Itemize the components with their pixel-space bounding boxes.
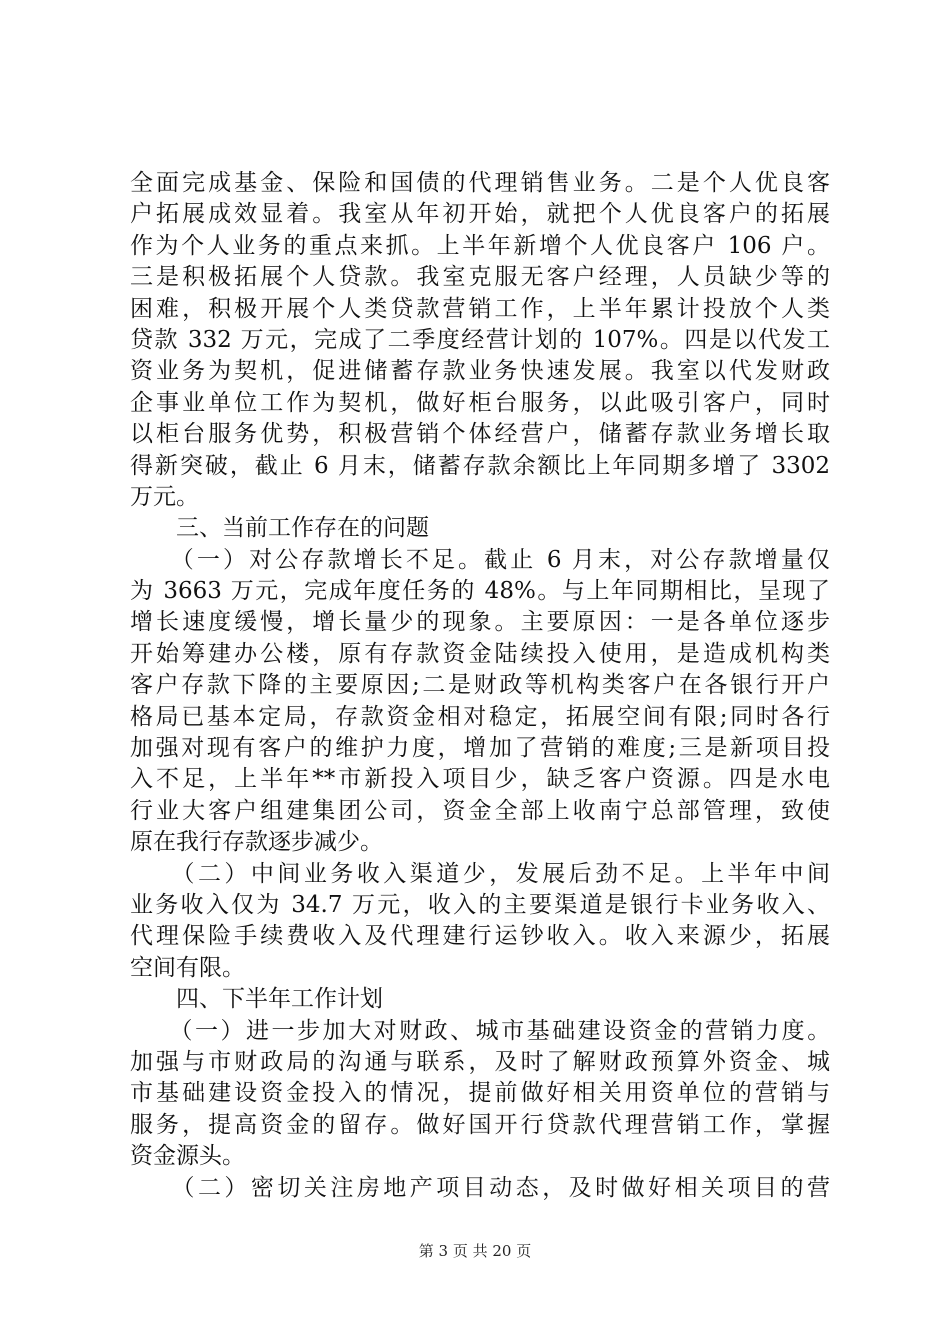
text-line: 为 3663 万元，完成年度任务的 48%。与上年同期相比，呈现了 xyxy=(130,578,830,605)
text-line: 企事业单位工作为契机，做好柜台服务，以此吸引客户，同时 xyxy=(130,389,830,416)
text-line: （一）进一步加大对财政、城市基础建设资金的营销力度。 xyxy=(130,1017,830,1044)
text-line: 原在我行存款逐步减少。 xyxy=(130,829,383,856)
text-line: 三、当前工作存在的问题 xyxy=(130,515,429,542)
body-text xyxy=(130,168,830,1204)
text-line: （二）密切关注房地产项目动态，及时做好相关项目的营 xyxy=(130,1174,830,1201)
text-line: 万元。 xyxy=(130,483,199,510)
text-line: （一）对公存款增长不足。截止 6 月末，对公存款增量仅 xyxy=(130,546,830,573)
text-line: 全面完成基金、保险和国债的代理销售业务。二是个人优良客 xyxy=(130,170,830,196)
text-line: 客户存款下降的主要原因;二是财政等机构类客户在各银行开户 xyxy=(130,672,830,699)
text-line: 困难，积极开展个人类贷款营销工作，上半年累计投放个人类 xyxy=(130,295,830,322)
text-line: 开始筹建办公楼，原有存款资金陆续投入使用，是造成机构类 xyxy=(130,640,830,667)
text-line: 户拓展成效显着。我室从年初开始，就把个人优良客户的拓展 xyxy=(130,201,830,228)
text-line: 行业大客户组建集团公司，资金全部上收南宁总部管理，致使 xyxy=(130,797,830,824)
text-line: 作为个人业务的重点来抓。上半年新增个人优良客户 106 户。 xyxy=(130,232,830,259)
text-line: （二）中间业务收入渠道少，发展后劲不足。上半年中间 xyxy=(130,860,830,887)
text-line: 入不足，上半年**市新投入项目少，缺乏客户资源。四是水电 xyxy=(130,766,830,793)
text-line: 资业务为契机，促进储蓄存款业务快速发展。我室以代发财政 xyxy=(130,358,830,385)
text-line: 格局已基本定局，存款资金相对稳定，拓展空间有限;同时各行 xyxy=(130,703,830,730)
page-footer: 第 3 页 共 20 页 xyxy=(418,1242,532,1260)
text-line: 市基础建设资金投入的情况，提前做好相关用资单位的营销与 xyxy=(130,1080,830,1107)
text-line: 贷款 332 万元，完成了二季度经营计划的 107%。四是以代发工 xyxy=(130,326,830,353)
text-line: 四、下半年工作计划 xyxy=(130,986,383,1013)
text-line: 以柜台服务优势，积极营销个体经营户，储蓄存款业务增长取 xyxy=(130,421,830,448)
text-line: 加强对现有客户的维护力度，增加了营销的难度;三是新项目投 xyxy=(130,735,830,762)
text-line: 得新突破，截止 6 月末，储蓄存款余额比上年同期多增了 3302 xyxy=(130,452,830,479)
text-line: 资金源头。 xyxy=(130,1143,245,1170)
text-line: 增长速度缓慢，增长量少的现象。主要原因：一是各单位逐步 xyxy=(130,609,830,636)
text-line: 空间有限。 xyxy=(130,954,245,981)
text-line: 业务收入仅为 34.7 万元，收入的主要渠道是银行卡业务收入、 xyxy=(130,891,830,918)
text-line: 三是积极拓展个人贷款。我室克服无客户经理，人员缺少等的 xyxy=(130,264,830,291)
text-line: 服务，提高资金的留存。做好国开行贷款代理营销工作，掌握 xyxy=(130,1111,830,1138)
text-line: 代理保险手续费收入及代理建行运钞收入。收入来源少，拓展 xyxy=(130,923,830,950)
text-line: 加强与市财政局的沟通与联系，及时了解财政预算外资金、城 xyxy=(130,1048,830,1075)
